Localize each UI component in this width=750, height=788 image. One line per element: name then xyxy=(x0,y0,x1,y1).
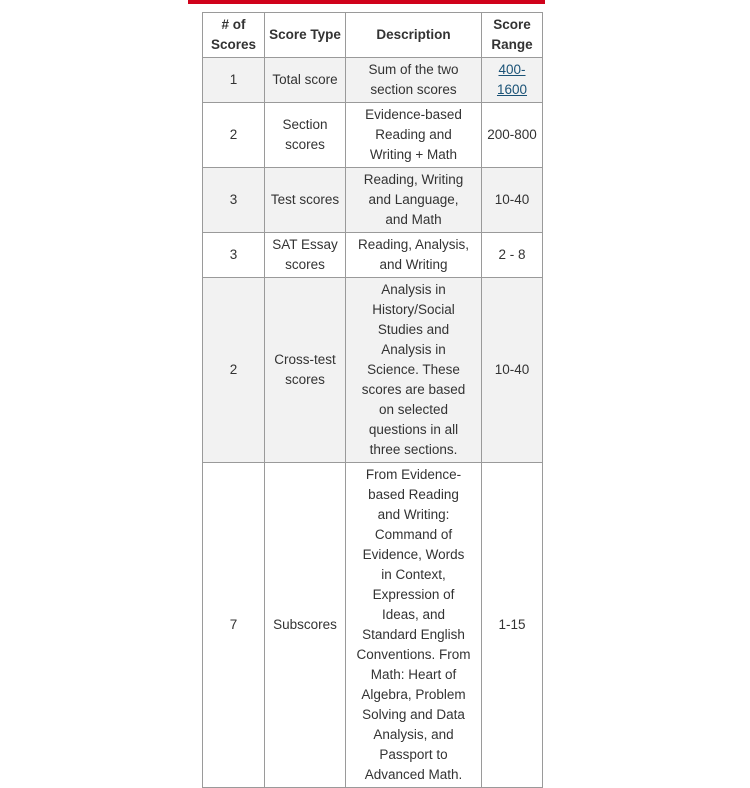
cell-description: From Evidence-based Reading and Writing: Command of Evidence, Words in Context, Expression of Ideas, and Standard English Conventions. From Math: Heart of Algebra, Problem Solving and Data Analysis, and Passport to Advanced Math. xyxy=(346,463,482,788)
table-row xyxy=(203,278,543,463)
cell-range: 10-40 xyxy=(482,168,543,233)
table-row xyxy=(203,233,543,278)
cell-type: Test scores xyxy=(265,168,346,233)
header-num-scores: # of Scores xyxy=(203,13,265,58)
header-score-type: Score Type xyxy=(265,13,346,58)
table-header-row xyxy=(203,13,543,58)
cell-description: Reading, Writing and Language, and Math xyxy=(346,168,482,233)
cell-description: Analysis in History/Social Studies and Analysis in Science. These scores are based on selected questions in all three sections. xyxy=(346,278,482,463)
table-row xyxy=(203,168,543,233)
cell-count: 2 xyxy=(203,278,265,463)
cell-description: Evidence-based Reading and Writing + Math xyxy=(346,103,482,168)
cell-count: 3 xyxy=(203,233,265,278)
cell-type: SAT Essay scores xyxy=(265,233,346,278)
table-row xyxy=(203,58,543,103)
cell-type: Total score xyxy=(265,58,346,103)
cell-count: 1 xyxy=(203,58,265,103)
header-description: Description xyxy=(346,13,482,58)
cell-count: 2 xyxy=(203,103,265,168)
cell-description: Sum of the two section scores xyxy=(346,58,482,103)
cell-range xyxy=(482,58,543,103)
cell-count: 3 xyxy=(203,168,265,233)
cell-description: Reading, Analysis, and Writing xyxy=(346,233,482,278)
cell-type: Subscores xyxy=(265,463,346,788)
cell-range: 2 - 8 xyxy=(482,233,543,278)
top-accent-bar xyxy=(188,0,545,4)
cell-range: 200-800 xyxy=(482,103,543,168)
header-score-range: Score Range xyxy=(482,13,543,58)
sat-scores-table xyxy=(202,12,543,788)
cell-count: 7 xyxy=(203,463,265,788)
cell-range: 1-15 xyxy=(482,463,543,788)
score-range-link[interactable]: 400-1600 xyxy=(496,62,528,97)
cell-range: 10-40 xyxy=(482,278,543,463)
table-row xyxy=(203,463,543,788)
table-row xyxy=(203,103,543,168)
cell-type: Cross-test scores xyxy=(265,278,346,463)
cell-type: Section scores xyxy=(265,103,346,168)
